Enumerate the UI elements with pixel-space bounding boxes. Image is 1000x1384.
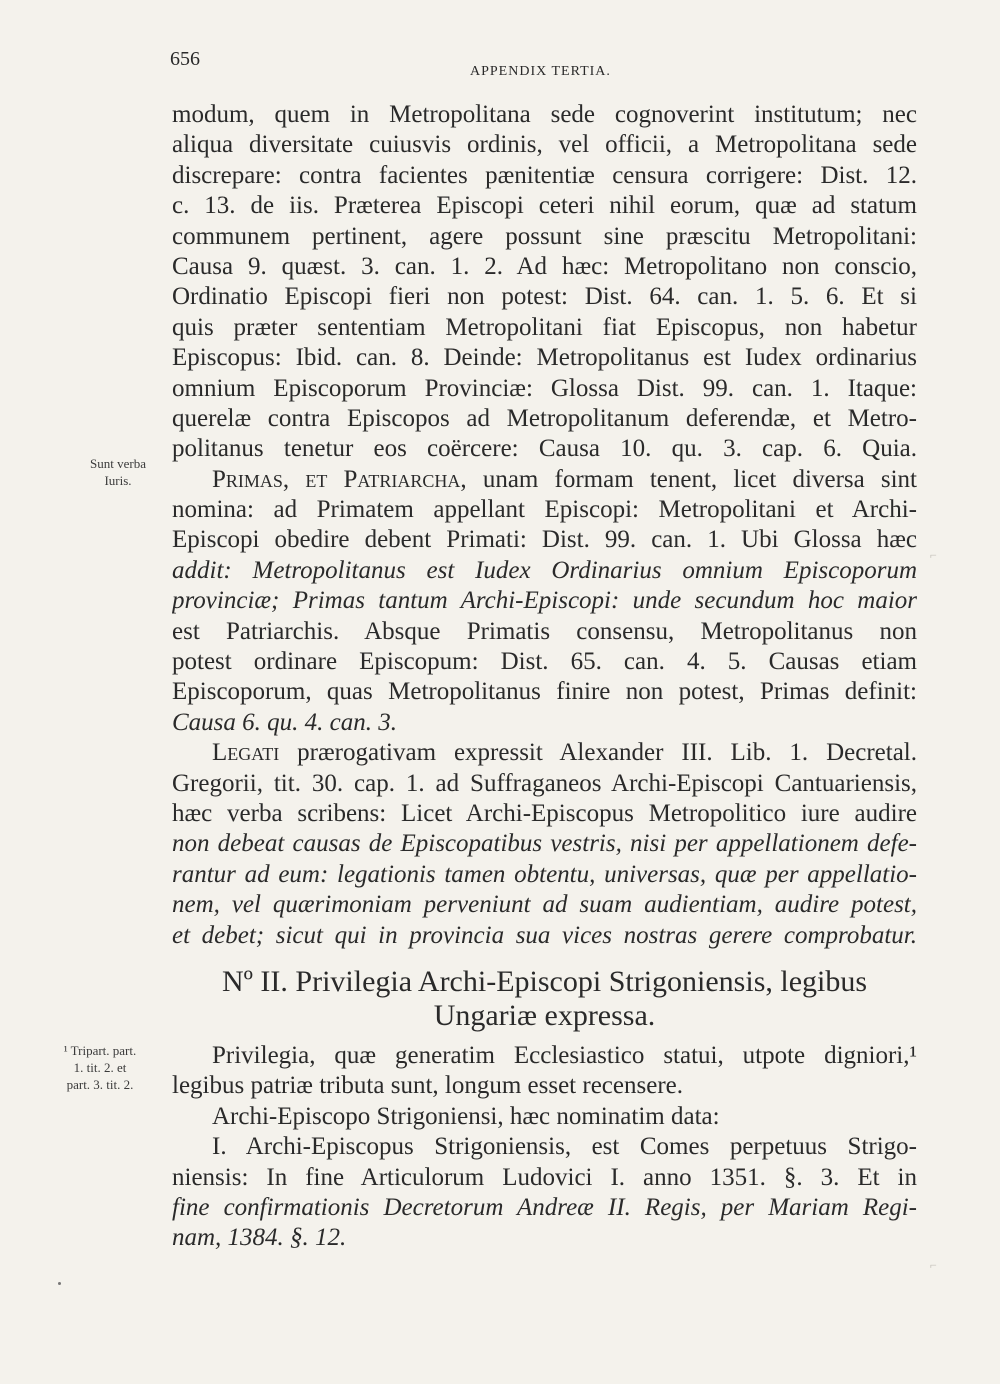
- margin-note-line: Sunt verba: [90, 456, 146, 471]
- margin-note-line: Iuris.: [104, 473, 132, 488]
- margin-note-line: ¹ Tripart. part.: [63, 1043, 137, 1058]
- text-line: nomina: ad Primatem appellant Episcopi: Metropolitani et Archi-: [172, 496, 917, 524]
- bleed-through-mark: ⌐: [930, 1258, 937, 1272]
- margin-note-line: 1. tit. 2. et: [73, 1060, 127, 1075]
- spacer: [172, 1033, 917, 1041]
- text-line: fine confirmationis Decretorum Andreæ II. Regis, per Mariam Regi-: [172, 1193, 917, 1221]
- text-line: hæc verba scribens: Licet Archi-Episcopus Metropolitico iure audire: [172, 799, 917, 827]
- margin-note-sunt-verba: [62, 455, 174, 489]
- legati-lead: Legati: [212, 739, 280, 767]
- text-line: Causa 6. qu. 4. can. 3.: [172, 708, 397, 736]
- margin-note-footnote: [30, 1042, 170, 1093]
- text-span: unam formam tenent, licet diversa sint: [466, 465, 917, 493]
- primas-lead: Primas, et Patriarcha,: [212, 465, 467, 493]
- text-line: Episcoporum, quas Metropolitanus finire non potest, Primas definit:: [172, 678, 917, 706]
- text-line: Privilegia, quæ generatim Ecclesiastico statui, utpote digniori,¹: [212, 1041, 917, 1069]
- text-line: Episcopi obedire debent Primati: Dist. 99. can. 1. Ubi Glossa hæc: [172, 526, 917, 554]
- text-line: non debeat causas de Episcopatibus vestris, nisi per appellationem defe-: [172, 830, 917, 858]
- text-line: nam, 1384. §. 12.: [172, 1224, 347, 1252]
- text-line: omnium Episcoporum Provinciæ: Glossa Dist. 99. can. 1. Itaque:: [172, 374, 917, 402]
- text-line: nem, vel quærimoniam perveniunt ad suam audientiam, audire potest,: [172, 891, 917, 919]
- text-line: I. Archi-Episcopus Strigoniensis, est Comes perpetuus Strigo-: [212, 1133, 917, 1161]
- text-line: Causa 9. quæst. 3. can. 1. 2. Ad hæc: Metropolitano non conscio,: [172, 252, 917, 280]
- page-number: 656: [170, 48, 200, 70]
- running-title: APPENDIX TERTIA.: [470, 64, 611, 79]
- text-line: rantur ad eum: legationis tamen obtentu, universas, quæ per appellatio-: [172, 860, 917, 888]
- paragraph-legati-first-line: [172, 738, 917, 768]
- paragraph-primas-first-line: [172, 465, 917, 495]
- text-line: addit: Metropolitanus est Iudex Ordinarius omnium Episcoporum: [172, 556, 917, 584]
- text-line: discrepare: contra facientes pænitentiæ censura corrigere: Dist. 12.: [172, 161, 917, 189]
- text-line: Ordinatio Episcopi fieri non potest: Dist. 64. can. 1. 5. 6. Et si: [172, 283, 917, 311]
- text-line: legibus patriæ tributa sunt, longum esset recensere.: [172, 1072, 683, 1100]
- text-line: potest ordinare Episcopum: Dist. 65. can. 4. 5. Causas etiam: [172, 648, 917, 676]
- main-text: [172, 100, 917, 1254]
- spacer: [172, 951, 917, 965]
- text-line: modum, quem in Metropolitana sede cognoverint institutum; nec: [172, 101, 917, 128]
- text-line: c. 13. de iis. Præterea Episcopi ceteri nihil eorum, quæ ad statum: [172, 192, 917, 220]
- text-line: est Patriarchis. Absque Primatis consensu, Metropolitanus non: [172, 617, 917, 645]
- margin-note-line: part. 3. tit. 2.: [66, 1077, 134, 1092]
- text-line: quis præter sententiam Metropolitani fiat Episcopus, non habetur: [172, 313, 917, 341]
- text-line: querelæ contra Episcopos ad Metropolitanum deferendæ, et Metro-: [172, 404, 917, 432]
- text-line: provinciæ; Primas tantum Archi-Episcopi: unde secundum hoc maior: [172, 587, 917, 615]
- section-heading: Nº II. Privilegia Archi-Episcopi Strigoniensis, legibus: [221, 964, 868, 998]
- text-line: Episcopus: Ibid. can. 8. Deinde: Metropolitanus est Iudex ordinarius: [172, 344, 917, 372]
- ink-speck: [58, 1282, 61, 1285]
- text-line: Gregorii, tit. 30. cap. 1. ad Suffraganeos Archi-Episcopi Cantuariensis,: [172, 769, 917, 797]
- text-line: et debet; sicut qui in provincia sua vices nostras gerere comprobatur.: [172, 921, 917, 949]
- text-span: prærogativam expressit Alexander III. Lib. 1. Decretal.: [279, 739, 917, 767]
- text-line: niensis: In fine Articulorum Ludovici I. anno 1351. §. 3. Et in: [172, 1163, 917, 1191]
- text-line: politanus tenetur eos coërcere: Causa 10. qu. 3. cap. 6. Quia.: [172, 435, 917, 463]
- text-line: communem pertinent, agere possunt sine præscitu Metropolitani:: [172, 222, 917, 250]
- bleed-through-mark: ⌐: [930, 548, 937, 562]
- section-heading-line2: Ungariæ expressa.: [433, 998, 656, 1032]
- text-line: Archi-Episcopo Strigoniensi, hæc nominatim data:: [212, 1102, 720, 1130]
- text-line: aliqua diversitate cuiusvis ordinis, vel officii, a Metropolitana sede: [172, 131, 917, 159]
